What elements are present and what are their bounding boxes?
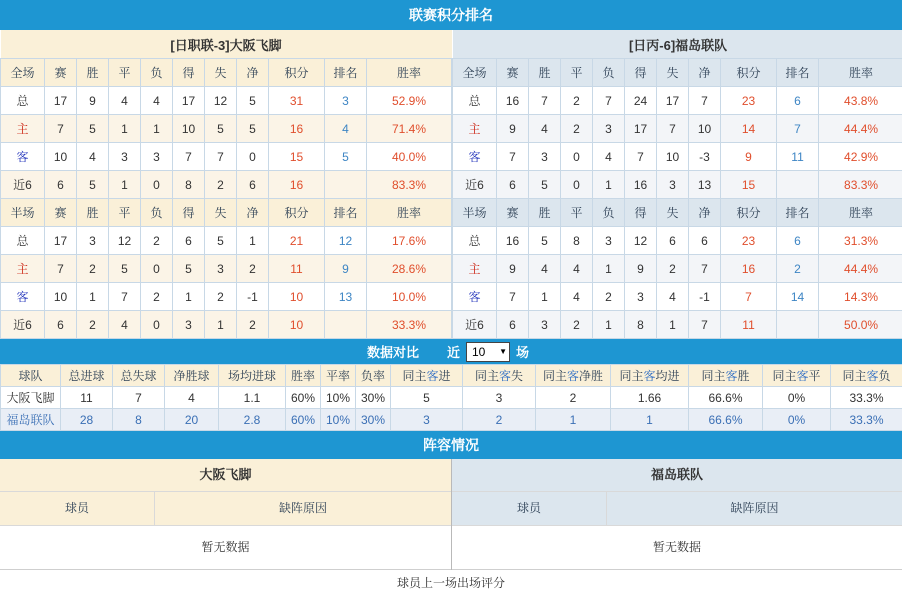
column-header: 同主客净胜	[536, 365, 611, 387]
stat-cell: 4	[141, 87, 173, 115]
stat-cell: 12	[325, 227, 367, 255]
column-header: 负率	[356, 365, 391, 387]
stat-cell: 5	[237, 87, 269, 115]
lineup-team-left: 大阪飞脚	[0, 459, 451, 492]
stat-cell: 10	[173, 115, 205, 143]
column-header: 同主客胜	[689, 365, 763, 387]
lineup-right	[451, 459, 902, 570]
column-header: 负	[593, 199, 625, 227]
stat-cell: 11	[777, 143, 819, 171]
stat-cell: 60%	[286, 409, 321, 431]
stat-cell: 60%	[286, 387, 321, 409]
column-header: 失	[657, 59, 689, 87]
stat-cell: 2	[237, 255, 269, 283]
column-header: 同主客均进	[611, 365, 689, 387]
team-title-right: [日丙-6]福岛联队	[453, 30, 902, 59]
stat-cell: 2	[561, 115, 593, 143]
stat-cell: 3	[625, 283, 657, 311]
stat-cell: 2	[141, 283, 173, 311]
column-header: 排名	[325, 59, 367, 87]
column-header: 平	[561, 59, 593, 87]
stat-cell: 17	[45, 227, 77, 255]
stat-cell: 1	[77, 283, 109, 311]
stat-cell: 2	[777, 255, 819, 283]
stat-cell: 10.0%	[367, 283, 452, 311]
absence-reason-col-header: 缺阵原因	[155, 492, 451, 525]
row-label: 客	[453, 283, 497, 311]
stat-cell: 3	[325, 87, 367, 115]
stat-cell: 33.3%	[367, 311, 452, 339]
column-header: 胜率	[819, 59, 902, 87]
stat-cell: 66.6%	[689, 387, 763, 409]
column-header: 排名	[325, 199, 367, 227]
stat-cell: 10	[269, 283, 325, 311]
stat-cell: 2	[463, 409, 536, 431]
column-header: 积分	[721, 59, 777, 87]
stat-cell: 0	[561, 143, 593, 171]
stat-cell: 5	[529, 227, 561, 255]
lineup-subheader-right	[452, 492, 902, 526]
player-rating-title-text: 球员上一场出场评分	[397, 576, 505, 590]
stat-cell: 1	[657, 311, 689, 339]
stat-cell: 3	[173, 311, 205, 339]
stat-cell: 9	[625, 255, 657, 283]
stat-cell: 7	[45, 255, 77, 283]
row-label: 客	[1, 283, 45, 311]
scope-header-half: 半场	[1, 199, 45, 227]
stat-cell: 7	[689, 255, 721, 283]
row-label: 主	[453, 255, 497, 283]
stat-cell: 44.4%	[819, 255, 902, 283]
column-header: 胜率	[367, 59, 452, 87]
stat-cell: 6	[45, 311, 77, 339]
column-header: 积分	[721, 199, 777, 227]
stat-cell: 6	[657, 227, 689, 255]
stat-cell: 3	[657, 171, 689, 199]
stat-cell: 33.3%	[831, 409, 902, 431]
column-header: 平率	[321, 365, 356, 387]
section-header-lineup	[0, 431, 902, 459]
stat-cell: 10%	[321, 409, 356, 431]
stat-cell: 11	[61, 387, 113, 409]
stat-cell	[325, 311, 367, 339]
stat-cell: 6	[497, 311, 529, 339]
compare-title: 数据对比	[367, 342, 419, 361]
stat-cell: 66.6%	[689, 409, 763, 431]
stat-cell: 28.6%	[367, 255, 452, 283]
stat-cell: 10	[45, 143, 77, 171]
stat-cell: 6	[689, 227, 721, 255]
stat-cell: 9	[325, 255, 367, 283]
column-header: 胜	[529, 199, 561, 227]
stat-cell: 5	[173, 255, 205, 283]
stat-cell: 23	[721, 227, 777, 255]
stat-cell: 3	[463, 387, 536, 409]
stat-cell: 17	[657, 87, 689, 115]
team-name: 福岛联队	[1, 409, 61, 431]
stat-cell: 6	[777, 227, 819, 255]
stat-cell: 30%	[356, 387, 391, 409]
stat-cell: 2	[141, 227, 173, 255]
stat-cell: 2	[205, 171, 237, 199]
stat-cell: 5	[205, 115, 237, 143]
section-header-league-standings	[0, 0, 902, 30]
row-label: 近6	[1, 171, 45, 199]
stat-cell: 7	[625, 143, 657, 171]
column-header: 失	[205, 59, 237, 87]
row-label: 总	[453, 227, 497, 255]
stat-cell: 11	[721, 311, 777, 339]
column-header: 排名	[777, 199, 819, 227]
stat-cell: 8	[113, 409, 165, 431]
player-col-header: 球员	[452, 492, 607, 525]
row-label: 主	[1, 115, 45, 143]
scope-header-full: 全场	[1, 59, 45, 87]
stat-cell: 2	[77, 311, 109, 339]
standings-tables	[0, 30, 902, 339]
stat-cell: 17.6%	[367, 227, 452, 255]
column-header: 胜率	[819, 199, 902, 227]
stat-cell: 11	[269, 255, 325, 283]
stat-cell: 28	[61, 409, 113, 431]
stat-cell: 3	[593, 227, 625, 255]
stat-cell: 5	[205, 227, 237, 255]
stat-cell: 16	[721, 255, 777, 283]
stat-cell: 3	[109, 143, 141, 171]
stat-cell: 17	[625, 115, 657, 143]
stat-cell: 0%	[763, 387, 831, 409]
stat-cell: 0	[141, 311, 173, 339]
column-header: 积分	[269, 59, 325, 87]
column-header: 赛	[45, 59, 77, 87]
column-header: 净	[689, 199, 721, 227]
stat-cell: 16	[625, 171, 657, 199]
column-header: 同主客平	[763, 365, 831, 387]
stat-cell: 1	[205, 311, 237, 339]
column-header: 负	[141, 59, 173, 87]
lineup-subheader-left	[0, 492, 451, 526]
stat-cell: 13	[689, 171, 721, 199]
column-header: 排名	[777, 59, 819, 87]
stat-cell: 52.9%	[367, 87, 452, 115]
stat-cell: 14	[777, 283, 819, 311]
no-data-left: 暂无数据	[0, 526, 451, 570]
stat-cell: 4	[165, 387, 219, 409]
row-label: 近6	[1, 311, 45, 339]
player-col-header: 球员	[0, 492, 155, 525]
stat-cell: 5	[325, 143, 367, 171]
stat-cell: 0%	[763, 409, 831, 431]
column-header: 总失球	[113, 365, 165, 387]
stat-cell: 1	[141, 115, 173, 143]
stat-cell: 5	[237, 115, 269, 143]
stat-cell: 7	[45, 115, 77, 143]
scope-header-full: 全场	[453, 59, 497, 87]
stat-cell: 16	[269, 115, 325, 143]
column-header: 平	[109, 59, 141, 87]
stat-cell: 14	[721, 115, 777, 143]
lineup-title: 阵容情况	[423, 435, 479, 455]
stat-cell: 4	[77, 143, 109, 171]
column-header: 净	[689, 59, 721, 87]
stat-cell: 15	[269, 143, 325, 171]
lineup-team-right: 福岛联队	[452, 459, 902, 492]
column-header: 得	[625, 59, 657, 87]
stat-cell: 10	[269, 311, 325, 339]
recent-games-select-wrap	[466, 342, 510, 362]
stat-cell: 1	[593, 255, 625, 283]
row-label: 总	[453, 87, 497, 115]
stat-cell: 0	[141, 171, 173, 199]
stat-cell: 1	[536, 409, 611, 431]
stat-cell: 1	[611, 409, 689, 431]
stat-cell: 44.4%	[819, 115, 902, 143]
stat-cell: 30%	[356, 409, 391, 431]
stat-cell: 31.3%	[819, 227, 902, 255]
compare-table	[0, 364, 902, 431]
recent-games-select[interactable]	[466, 342, 510, 362]
stat-cell: 8	[173, 171, 205, 199]
stat-cell: 43.8%	[819, 87, 902, 115]
stat-cell: 9	[497, 255, 529, 283]
stat-cell: 5	[77, 171, 109, 199]
stat-cell: -1	[237, 283, 269, 311]
stat-cell: 3	[141, 143, 173, 171]
stat-cell: 16	[269, 171, 325, 199]
row-label: 客	[453, 143, 497, 171]
column-header: 赛	[497, 59, 529, 87]
stat-cell	[777, 311, 819, 339]
stat-cell: 7	[689, 311, 721, 339]
absence-reason-col-header: 缺阵原因	[607, 492, 902, 525]
row-label: 主	[1, 255, 45, 283]
column-header: 平	[109, 199, 141, 227]
team-name: 大阪飞脚	[1, 387, 61, 409]
stat-cell: 7	[689, 87, 721, 115]
stat-cell: 4	[529, 115, 561, 143]
column-header: 同主客负	[831, 365, 902, 387]
section-header-data-compare	[0, 339, 902, 364]
row-label: 近6	[453, 311, 497, 339]
column-header: 得	[173, 59, 205, 87]
stat-cell: 42.9%	[819, 143, 902, 171]
stat-cell: 3	[77, 227, 109, 255]
stat-cell: 4	[109, 87, 141, 115]
stat-cell: 4	[109, 311, 141, 339]
column-header: 净胜球	[165, 365, 219, 387]
stat-cell: 3	[593, 115, 625, 143]
stat-cell: 1	[109, 171, 141, 199]
column-header: 失	[205, 199, 237, 227]
stat-cell: 9	[497, 115, 529, 143]
stat-cell: -3	[689, 143, 721, 171]
column-header: 积分	[269, 199, 325, 227]
stat-cell: 20	[165, 409, 219, 431]
stat-cell: 7	[113, 387, 165, 409]
stat-cell: 5	[391, 387, 463, 409]
column-header: 胜	[77, 59, 109, 87]
stat-cell: 8	[561, 227, 593, 255]
stat-cell: 16	[497, 227, 529, 255]
column-header: 总进球	[61, 365, 113, 387]
stat-cell	[777, 171, 819, 199]
stat-cell: 8	[625, 311, 657, 339]
stat-cell: 4	[325, 115, 367, 143]
stat-cell: 5	[529, 171, 561, 199]
stat-cell: 10	[689, 115, 721, 143]
stat-cell: 3	[529, 143, 561, 171]
column-header: 负	[141, 199, 173, 227]
team-table-right	[452, 30, 902, 339]
stat-cell: 3	[205, 255, 237, 283]
row-label: 主	[453, 115, 497, 143]
stat-cell: 5	[109, 255, 141, 283]
column-header: 胜	[529, 59, 561, 87]
stat-cell: 17	[45, 87, 77, 115]
stat-cell: 3	[529, 311, 561, 339]
stat-cell: 1	[593, 171, 625, 199]
stat-cell: 7	[205, 143, 237, 171]
column-header: 球队	[1, 365, 61, 387]
stat-cell: 9	[77, 87, 109, 115]
stat-cell: 33.3%	[831, 387, 902, 409]
stat-cell: 0	[237, 143, 269, 171]
stat-cell: 1	[109, 115, 141, 143]
row-label: 总	[1, 227, 45, 255]
stat-cell: 1	[237, 227, 269, 255]
stat-cell: 2	[657, 255, 689, 283]
stat-cell: 7	[173, 143, 205, 171]
stat-cell: 50.0%	[819, 311, 902, 339]
stat-cell: 24	[625, 87, 657, 115]
stat-cell: 6	[777, 87, 819, 115]
stat-cell: 6	[497, 171, 529, 199]
stat-cell: 4	[657, 283, 689, 311]
stat-cell: 2	[561, 311, 593, 339]
stat-cell: 10	[45, 283, 77, 311]
stat-cell: 7	[497, 143, 529, 171]
stat-cell: 10%	[321, 387, 356, 409]
stat-cell: 23	[721, 87, 777, 115]
team-title-left: [日职联-3]大阪飞脚	[1, 30, 452, 59]
stat-cell: 83.3%	[819, 171, 902, 199]
player-rating-section-title	[0, 570, 902, 592]
stat-cell: 2	[237, 311, 269, 339]
stat-cell: 7	[777, 115, 819, 143]
stat-cell: 12	[109, 227, 141, 255]
stat-cell: 10	[657, 143, 689, 171]
column-header: 得	[625, 199, 657, 227]
stat-cell: 15	[721, 171, 777, 199]
stat-cell: 6	[237, 171, 269, 199]
stat-cell: 1	[173, 283, 205, 311]
stat-cell: 2	[561, 87, 593, 115]
column-header: 同主客失	[463, 365, 536, 387]
stat-cell: 2	[536, 387, 611, 409]
stat-cell: 3	[391, 409, 463, 431]
column-header: 负	[593, 59, 625, 87]
stat-cell: 7	[657, 115, 689, 143]
stat-cell: 17	[173, 87, 205, 115]
stat-cell: 0	[141, 255, 173, 283]
column-header: 胜率	[286, 365, 321, 387]
compare-games-label: 场	[516, 342, 529, 361]
lineup-section	[0, 459, 902, 570]
stat-cell: 9	[721, 143, 777, 171]
stat-cell: 1.66	[611, 387, 689, 409]
stat-cell: 6	[45, 171, 77, 199]
row-label: 客	[1, 143, 45, 171]
stat-cell: -1	[689, 283, 721, 311]
column-header: 赛	[497, 199, 529, 227]
stat-cell: 4	[593, 143, 625, 171]
column-header: 失	[657, 199, 689, 227]
stat-cell: 31	[269, 87, 325, 115]
stat-cell: 7	[593, 87, 625, 115]
stat-cell: 1	[593, 311, 625, 339]
column-header: 得	[173, 199, 205, 227]
column-header: 赛	[45, 199, 77, 227]
stat-cell: 7	[721, 283, 777, 311]
stat-cell: 16	[497, 87, 529, 115]
stat-cell: 21	[269, 227, 325, 255]
stat-cell: 1.1	[219, 387, 286, 409]
lineup-left	[0, 459, 451, 570]
compare-near-label: 近	[447, 342, 460, 361]
team-table-left	[0, 30, 452, 339]
column-header: 净	[237, 199, 269, 227]
stat-cell: 7	[497, 283, 529, 311]
row-label: 近6	[453, 171, 497, 199]
stat-cell: 71.4%	[367, 115, 452, 143]
stat-cell: 83.3%	[367, 171, 452, 199]
scope-header-half: 半场	[453, 199, 497, 227]
chevron-down-icon: ▼	[499, 347, 507, 356]
stat-cell: 14.3%	[819, 283, 902, 311]
stat-cell: 5	[77, 115, 109, 143]
stat-cell: 40.0%	[367, 143, 452, 171]
stat-cell: 7	[109, 283, 141, 311]
stat-cell: 4	[561, 283, 593, 311]
stat-cell: 6	[173, 227, 205, 255]
stat-cell: 1	[529, 283, 561, 311]
column-header: 胜	[77, 199, 109, 227]
column-header: 场均进球	[219, 365, 286, 387]
stat-cell: 0	[561, 171, 593, 199]
no-data-right: 暂无数据	[452, 526, 902, 570]
stat-cell: 12	[625, 227, 657, 255]
column-header: 净	[237, 59, 269, 87]
column-header: 胜率	[367, 199, 452, 227]
stat-cell: 12	[205, 87, 237, 115]
stat-cell: 4	[529, 255, 561, 283]
stat-cell: 7	[529, 87, 561, 115]
stat-cell: 2	[77, 255, 109, 283]
stat-cell: 13	[325, 283, 367, 311]
column-header: 平	[561, 199, 593, 227]
stat-cell: 2.8	[219, 409, 286, 431]
stat-cell: 2	[593, 283, 625, 311]
stat-cell: 2	[205, 283, 237, 311]
league-standings-title: 联赛积分排名	[409, 5, 493, 25]
stat-cell	[325, 171, 367, 199]
row-label: 总	[1, 87, 45, 115]
column-header: 同主客进	[391, 365, 463, 387]
stat-cell: 4	[561, 255, 593, 283]
